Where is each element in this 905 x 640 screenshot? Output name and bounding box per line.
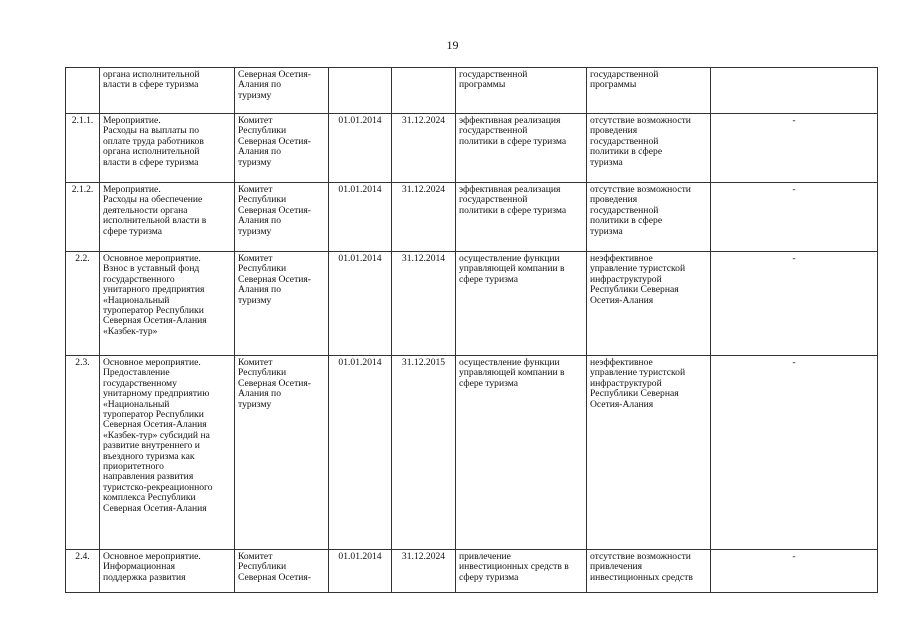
executor: Комитет Республики Северная Осетия-	[235, 550, 329, 593]
end-date: 31.12.2024	[392, 183, 456, 252]
row-number: 2.4.	[66, 550, 100, 593]
row-number: 2.1.1.	[66, 114, 100, 183]
start-date: 01.01.2014	[329, 550, 392, 593]
non-implementation-consequence: неэффективное управление туристской инфраструктурой Республики Северная Осетия-Алания	[587, 356, 711, 550]
non-implementation-consequence: отсутствие возможности проведения государственной политики в сфере туризма	[587, 183, 711, 252]
end-date: 31.12.2015	[392, 356, 456, 550]
activities-table	[65, 67, 878, 593]
activity-name: Основное мероприятие. Предоставление государственному унитарному предприятию «Национальный туроператор Республики Северная Осетия-Алания «Казбек-тур» субсидий на развитие внутреннего и въездного туризма как приоритетного направления развития туристско-рекреационного комплекса Республики Северная Осетия-Алания	[100, 356, 235, 550]
page-number: 19	[446, 38, 459, 52]
expected-result: осуществление функции управляющей компании в сфере туризма	[456, 356, 587, 550]
start-date: 01.01.2014	[329, 183, 392, 252]
start-date	[329, 68, 392, 114]
executor: Комитет Республики Северная Осетия- Алания по туризму	[235, 252, 329, 356]
executor: Комитет Республики Северная Осетия- Алания по туризму	[235, 356, 329, 550]
activity-name: органа исполнительной власти в сфере туризма	[100, 68, 235, 114]
row-number	[66, 68, 100, 114]
expected-result: эффективная реализация государственной политики в сфере туризма	[456, 183, 587, 252]
non-implementation-consequence: неэффективное управление туристской инфраструктурой Республики Северная Осетия-Алания	[587, 252, 711, 356]
activity-name: Основное мероприятие. Взнос в уставный фонд государственного унитарного предприятия «Национальный туроператор Республики Северная Осетия-Алания «Казбек-тур»	[100, 252, 235, 356]
table-row	[66, 183, 878, 252]
start-date: 01.01.2014	[329, 114, 392, 183]
activity-name: Основное мероприятие. Информационная поддержка развития	[100, 550, 235, 593]
expected-result: государственной программы	[456, 68, 587, 114]
expected-result: эффективная реализация государственной политики в сфере туризма	[456, 114, 587, 183]
end-date: 31.12.2014	[392, 252, 456, 356]
related-indicators: -	[711, 356, 878, 550]
row-number: 2.1.2.	[66, 183, 100, 252]
start-date: 01.01.2014	[329, 252, 392, 356]
activity-name: Мероприятие. Расходы на выплаты по оплате труда работников органа исполнительной власти в сфере туризма	[100, 114, 235, 183]
table-row	[66, 550, 878, 593]
executor: Комитет Республики Северная Осетия- Алания по туризму	[235, 114, 329, 183]
expected-result: привлечение инвестиционных средств в сферу туризма	[456, 550, 587, 593]
non-implementation-consequence: отсутствие возможности проведения государственной политики в сфере туризма	[587, 114, 711, 183]
related-indicators: -	[711, 252, 878, 356]
row-number: 2.3.	[66, 356, 100, 550]
related-indicators: -	[711, 114, 878, 183]
table-row	[66, 114, 878, 183]
non-implementation-consequence: государственной программы	[587, 68, 711, 114]
executor: Северная Осетия- Алания по туризму	[235, 68, 329, 114]
row-number: 2.2.	[66, 252, 100, 356]
related-indicators	[711, 68, 878, 114]
expected-result: осуществление функции управляющей компании в сфере туризма	[456, 252, 587, 356]
executor: Комитет Республики Северная Осетия- Алания по туризму	[235, 183, 329, 252]
table-row	[66, 252, 878, 356]
activity-name: Мероприятие. Расходы на обеспечение деятельности органа исполнительной власти в сфере туризма	[100, 183, 235, 252]
related-indicators: -	[711, 183, 878, 252]
end-date: 31.12.2024	[392, 550, 456, 593]
table-row	[66, 356, 878, 550]
end-date: 31.12.2024	[392, 114, 456, 183]
table-row	[66, 68, 878, 114]
start-date: 01.01.2014	[329, 356, 392, 550]
end-date	[392, 68, 456, 114]
related-indicators: -	[711, 550, 878, 593]
non-implementation-consequence: отсутствие возможности привлечения инвестиционных средств	[587, 550, 711, 593]
